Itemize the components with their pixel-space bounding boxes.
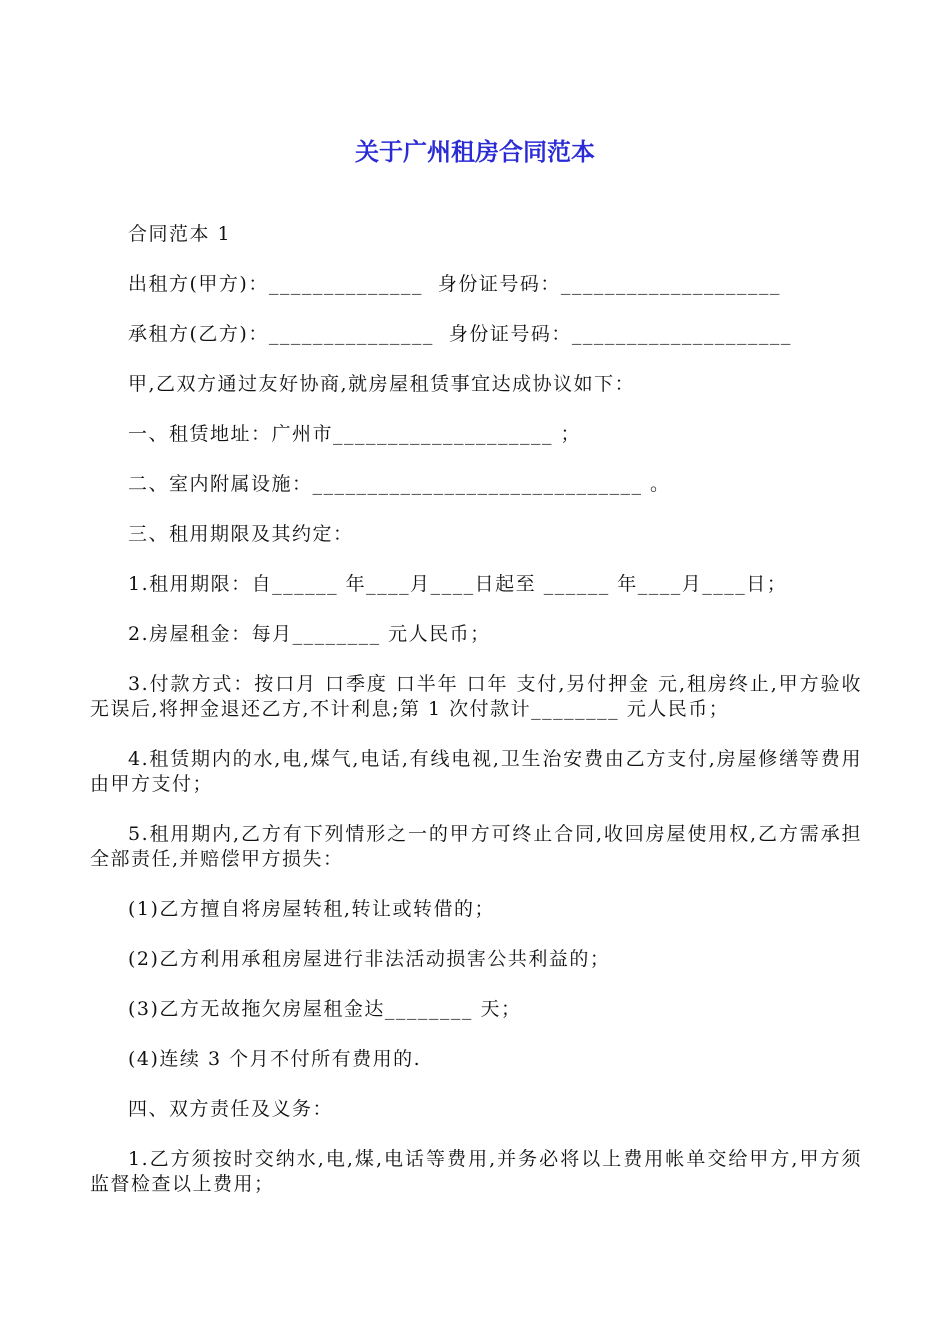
paragraph-rent: 2.房屋租金：每月________ 元人民币；	[128, 623, 491, 645]
paragraph-utilities: 4.租赁期内的水,电,煤气,电话,有线电视,卫生治安费由乙方支付,房屋修缮等费用由甲方支付；	[90, 748, 862, 795]
paragraph-clause-1-address: 一、租赁地址：广州市____________________ ；	[128, 423, 582, 445]
paragraph-termination-item-3: (3)乙方无故拖欠房屋租金达________ 天；	[128, 998, 522, 1020]
paragraph-payment: 3.付款方式：按口月 口季度 口半年 口年 支付,另付押金 元,租房终止,甲方验收无误后,将押金退还乙方,不计利息;第 1 次付款计________ 元人民币；	[90, 673, 862, 720]
paragraph-duties-1: 1.乙方须按时交纳水,电,煤,电话等费用,并务必将以上费用帐单交给甲方,甲方须监督检查以上费用；	[90, 1148, 862, 1195]
paragraph-termination-item-2: (2)乙方利用承租房屋进行非法活动损害公共利益的；	[128, 948, 611, 970]
paragraph-lessor: 出租方(甲方)：______________ 身份证号码：____________________	[128, 273, 781, 295]
paragraph-termination-item-4: (4)连续 3 个月不付所有费用的.	[128, 1048, 422, 1070]
paragraph-contract-label: 合同范本 1	[128, 223, 232, 245]
paragraph-preamble: 甲,乙双方通过友好协商,就房屋租赁事宜达成协议如下：	[128, 373, 636, 395]
paragraph-termination: 5.租用期内,乙方有下列情形之一的甲方可终止合同,收回房屋使用权,乙方需承担全部责任,并赔偿甲方损失：	[90, 823, 862, 870]
document-body	[90, 222, 862, 1222]
paragraph-clause-2-facilities: 二、室内附属设施：______________________________ 。	[128, 473, 671, 495]
document-title: 关于广州租房合同范本	[355, 138, 595, 166]
paragraph-termination-item-1: (1)乙方擅自将房屋转租,转让或转借的；	[128, 898, 495, 920]
paragraph-lessee: 承租方(乙方)：_______________ 身份证号码：____________________	[128, 323, 792, 345]
paragraph-clause-3-heading: 三、租用期限及其约定：	[128, 523, 354, 545]
paragraph-clause-4-heading: 四、双方责任及义务：	[128, 1098, 334, 1120]
paragraph-term: 1.租用期限：自______ 年____月____日起至 ______ 年____月____日；	[128, 573, 788, 595]
